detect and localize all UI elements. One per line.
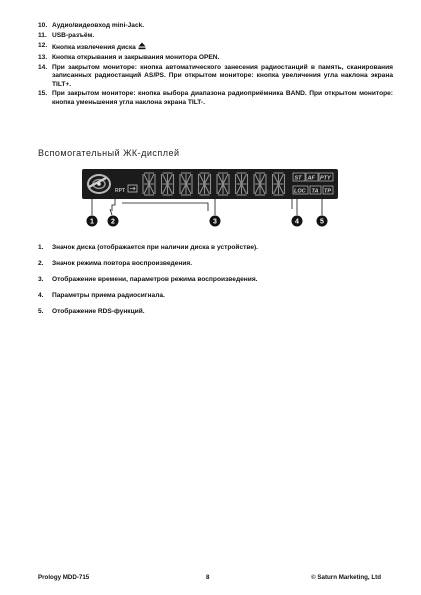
item-number: 2. [38, 259, 44, 267]
indicator-pty: PTY [320, 175, 331, 182]
indicator-tp: TP [324, 188, 332, 195]
svg-text:2: 2 [111, 218, 115, 226]
list-item [38, 308, 393, 316]
callout-2 [108, 216, 119, 227]
svg-text:1: 1 [90, 218, 94, 226]
page-footer [38, 574, 381, 584]
segment-digit [143, 173, 155, 195]
item-text: Значок диска (отображается при наличии диска в устройстве). [52, 244, 259, 251]
item-text: USB-разъём. [52, 31, 95, 39]
item-text-wrapper [52, 42, 393, 53]
rpt-label: RPT [115, 188, 125, 194]
auxiliary-lcd-display [82, 169, 338, 199]
segment-digit [162, 173, 174, 195]
list-item [38, 22, 393, 30]
item-number: 10. [38, 22, 48, 29]
indicator-ta: TA [311, 188, 319, 195]
repeat-mode-icon [115, 185, 137, 194]
item-number: 13. [38, 54, 48, 62]
svg-text:5: 5 [320, 218, 324, 226]
indicator-loc: LOC [294, 188, 306, 195]
list-item [38, 244, 393, 252]
segment-digit [199, 173, 211, 195]
callout-markers [82, 199, 338, 229]
indicator-st: ST [294, 175, 302, 182]
radio-parameters-indicators [293, 173, 333, 195]
section-title: Вспомогательный ЖК-дисплей [38, 148, 180, 158]
segment-digit [236, 173, 248, 195]
list-item [38, 64, 393, 89]
list-item [38, 54, 393, 62]
list-item [38, 90, 393, 106]
callout-3 [210, 216, 221, 227]
list-item [38, 42, 393, 53]
item-number: 1. [38, 244, 44, 251]
footer-model: Prology MDD-715 [38, 574, 90, 581]
item-text: Аудио/видеовход mini-Jack. [52, 22, 145, 29]
footer-copyright: © Saturn Marketing, Ltd [311, 574, 381, 581]
item-number: 12. [38, 41, 48, 49]
list-item [38, 292, 393, 300]
segment-digit [273, 173, 285, 195]
svg-text:4: 4 [295, 218, 299, 226]
indicator-af: AF [307, 175, 315, 182]
item-text: Отображение RDS-функций. [52, 307, 145, 315]
features-list [38, 22, 393, 108]
item-text: При закрытом мониторе: кнопка выбора диапазона радиоприёмника BAND. При открытом мониторе: кнопка уменьшения угла наклона экрана TILT-. [52, 90, 393, 106]
item-number: 15. [38, 90, 48, 98]
time-playback-display [143, 173, 285, 195]
callout-1 [87, 216, 98, 227]
item-number: 11. [38, 31, 47, 39]
item-number: 4. [38, 291, 44, 299]
item-text: Кнопка открывания и закрывания монитора OPEN. [52, 54, 220, 62]
list-item [38, 276, 393, 284]
item-text: Отображение времени, параметров режима воспроизведения. [52, 275, 258, 283]
svg-text:3: 3 [213, 218, 217, 226]
item-number: 3. [38, 275, 44, 283]
list-item [38, 260, 393, 268]
callout-5 [317, 216, 328, 227]
disc-icon [88, 175, 110, 193]
page-number: 8 [206, 574, 210, 581]
list-item [38, 32, 393, 40]
item-text: Значок режима повтора воспроизведения. [52, 259, 193, 267]
segment-digit [180, 173, 192, 195]
item-text: Параметры приема радиосигнала. [52, 291, 165, 299]
item-text: Кнопка извлечения диска [52, 43, 136, 51]
item-number: 14. [38, 64, 48, 72]
segment-digit [254, 173, 266, 195]
callout-4 [292, 216, 303, 227]
item-text: При закрытом мониторе: кнопка автоматического занесения радиостанций в память, сканирования записанных радиостанций AS/PS. При открытом мониторе: кнопка увеличения угла наклона экрана TILT+. [52, 64, 393, 88]
eject-icon [138, 42, 146, 53]
lcd-legend-list [38, 244, 393, 324]
item-number: 5. [38, 307, 44, 315]
segment-digit [217, 173, 229, 195]
lcd-graphic [82, 169, 338, 199]
